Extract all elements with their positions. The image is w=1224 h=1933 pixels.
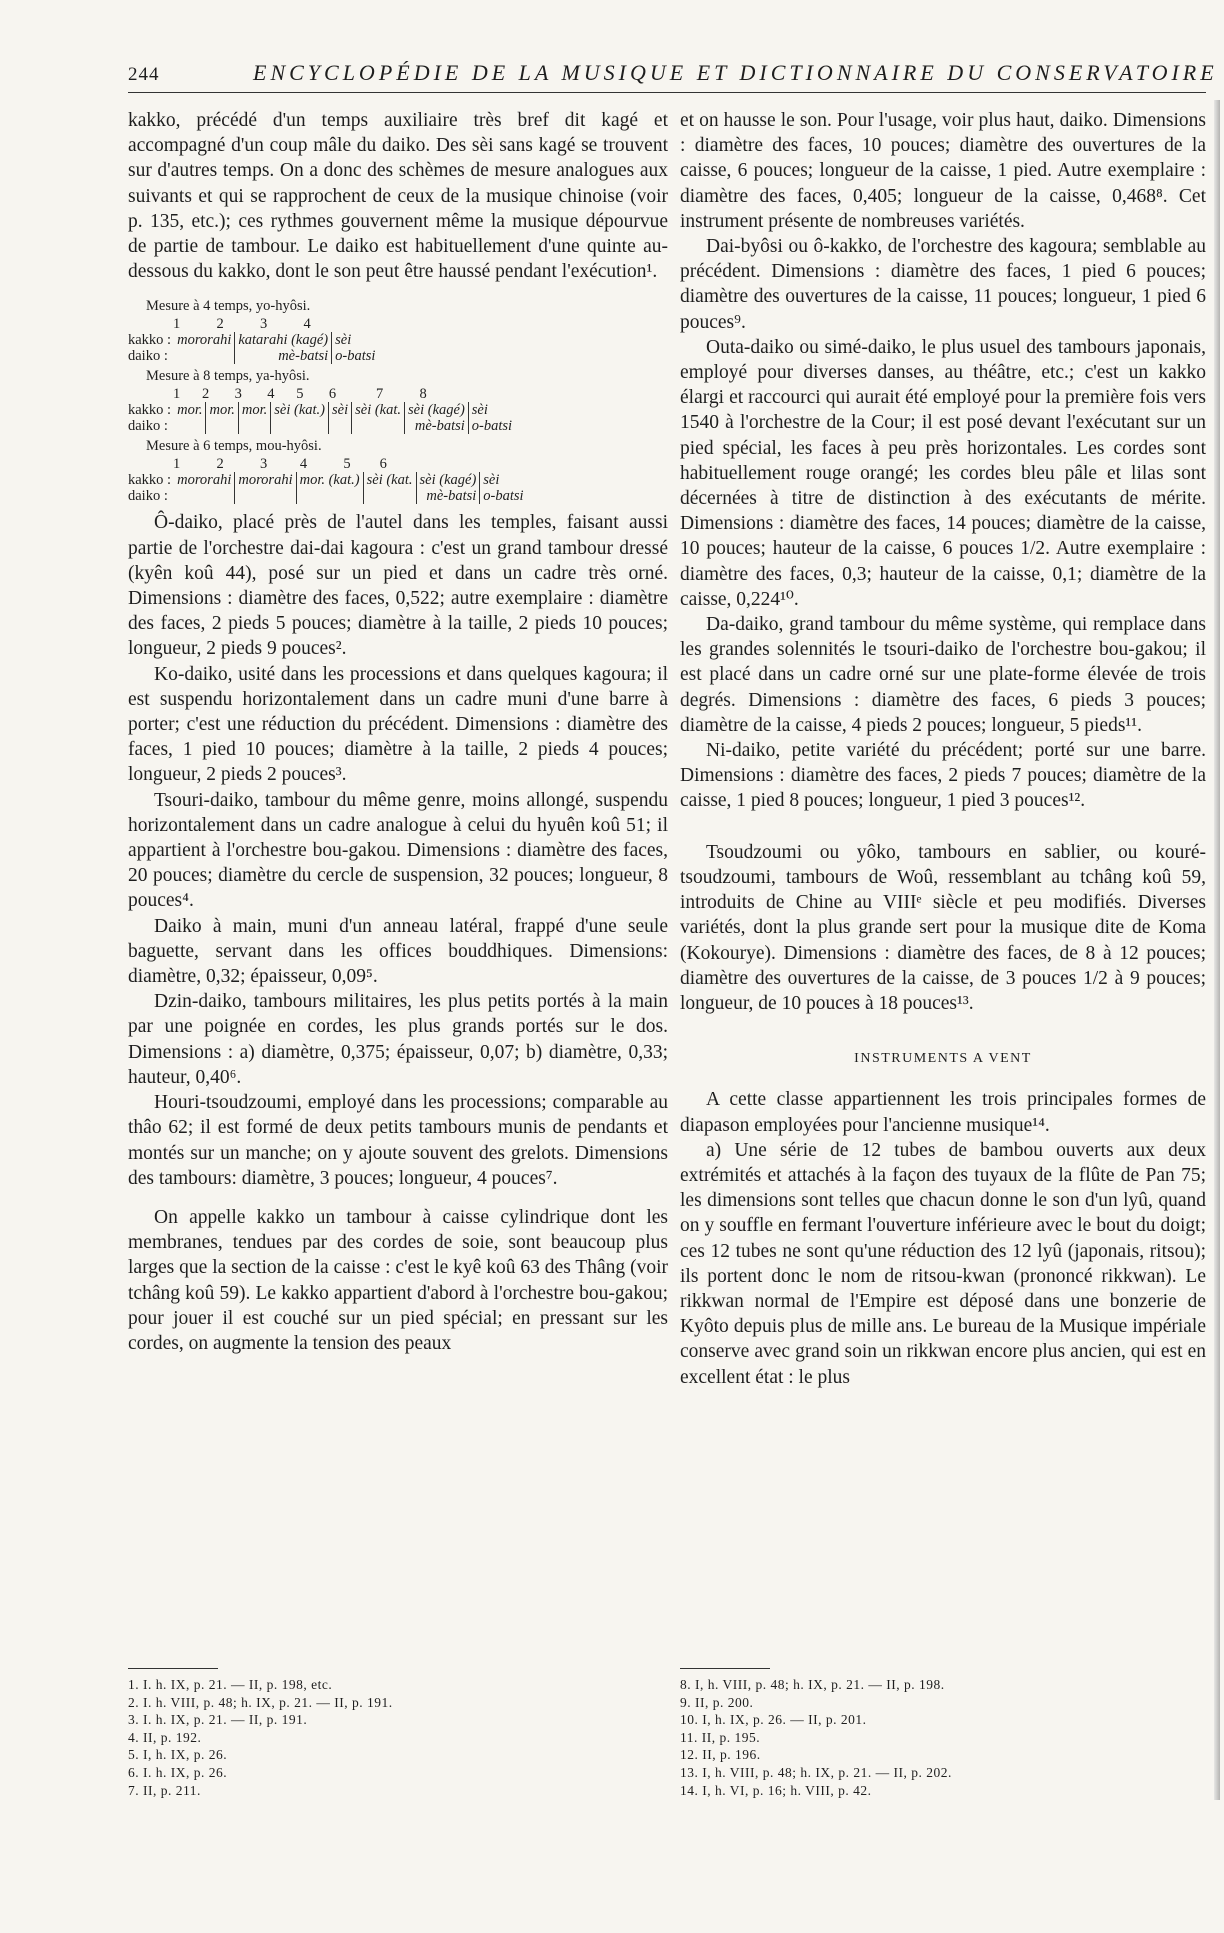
measure-scheme-4 — [128, 298, 668, 504]
rhythm-cell: sèi (kagé) — [416, 472, 480, 488]
rhythm-cell — [235, 488, 296, 504]
rhythm-cell — [363, 488, 416, 504]
rhythm-cell: mororahi — [177, 332, 232, 349]
paragraph: Tsouri-daiko, tambour du même genre, moins allongé, suspendu horizontalement dans un cadre analogue à celui du hyuên koû 51; il appartient à l'orchestre bou-gakou. Dimensions : diamètre des faces, 20 pouces; diamètre du cercle de suspension, 32 pouces; longueur, 8 pouces⁴. — [128, 789, 668, 912]
rhythm-cell: sèi — [468, 402, 515, 418]
running-title: ENCYCLOPÉDIE DE LA MUSIQUE ET DICTIONNAIRE DU CONSERVATOIRE — [253, 60, 1218, 85]
footnote: 10. I, h. IX, p. 26. — II, p. 201. — [680, 1712, 867, 1728]
rhythm-cell: sèi (kagé) — [405, 402, 469, 418]
daiko-label: daiko : — [128, 348, 168, 365]
kakko-label: kakko : — [128, 332, 172, 349]
rhythm-cell — [271, 418, 329, 434]
beat-numbers: 1 2 3 4 — [173, 316, 311, 333]
paragraph: a) Une série de 12 tubes de bambou ouverts aux deux extrémités et attachés à la façon des tuyaux de la flûte de Pan 75; les dimensions sont telles que chacun donne le son d'un lyû, quand on y souffle en fermant l'ouverture inférieure avec le bout du doigt; ces 12 tubes ne sont qu'une réduction des 12 lyû (japonais, ritsou); ils portent donc le nom de ritsou-kwan (prononcé rikkwan). Le rikkwan normal de l'Empire est déposé dans une bonzerie de Kyôto depuis plus de mille ans. Le bureau de la Musique impériale conserve avec grand soin un rikkwan encore plus ancien, qui est en excellent état : le plus — [680, 1139, 1206, 1388]
paragraph: Ko-daiko, usité dans les processions et dans quelques kagoura; il est suspendu horizontalement dans un cadre muni d'une barre à porter; c'est une réduction du précédent. Dimensions : diamètre des faces, 1 pied 10 pouces; diamètre à la taille, 2 pieds 4 pouces; longueur, 2 pieds 2 pouces³. — [128, 663, 668, 786]
daiko-row — [128, 348, 378, 364]
measure-title: Mesure à 4 temps, yo-hyôsi. — [146, 298, 311, 315]
rhythm-table — [128, 332, 378, 364]
paragraph: Tsoudzoumi ou yôko, tambours en sablier, ou kouré-tsoudzoumi, tambours de Woû, ressemblant au tchâng koû 59, introduits de Chine au VIIIᵉ siècle et peu modifiés. Diverses variétés, dont la plus grande sert pour la musique dite de Koma (Kokourye). Dimensions : diamètre des faces, de 8 à 12 pouces; diamètre des ouvertures de la caisse, de 3 pouces 1/2 à 9 pouces; longueur, de 10 pouces à 18 pouces¹³. — [680, 841, 1206, 1014]
rhythm-cell: o-batsi — [332, 348, 379, 364]
footnote: 7. II, p. 211. — [128, 1782, 201, 1798]
rhythm-cell: sèi — [480, 472, 527, 488]
footnote: 6. I. h. IX, p. 26. — [128, 1764, 228, 1780]
rhythm-cell — [174, 488, 235, 504]
daiko-row — [128, 418, 515, 434]
rhythm-cell: mor. (kat.) — [296, 472, 363, 488]
paragraph: et on hausse le son. Pour l'usage, voir plus haut, daiko. Dimensions : diamètre des faces, 10 pouces; diamètre des ouvertures de la caisse, 6 pouces; longueur de la caisse, 1 pied. Autre exemplaire : diamètre des faces, 0,405; longueur de la caisse, 0,468⁸. Cet instrument présente de nombreuses variétés. — [680, 110, 1206, 232]
header-rule — [128, 92, 1206, 93]
kakko-row — [128, 402, 515, 418]
paragraph: Dzin-daiko, tambours militaires, les plus petits portés à la main par une poignée en cordes, les plus grands portés sur le dos. Dimensions : a) diamètre, 0,375; épaisseur, 0,07; b) diamètre, 0,33; hauteur, 0,40⁶. — [128, 991, 668, 1088]
daiko-label: daiko : — [128, 418, 168, 435]
paragraph: Houri-tsoudzoumi, employé dans les processions; comparable au thâo 62; il est formé de deux petits tambours munis de pendants et montés sur un manche; on y ajoute souvent des grelots. Dimensions des tambours: diamètre, 3 pouces; longueur, 4 pouces⁷. — [128, 1092, 668, 1189]
rhythm-cell — [174, 348, 235, 364]
rhythm-cell — [329, 418, 352, 434]
footnotes-right — [680, 1676, 1100, 1799]
rhythm-cell — [174, 418, 206, 434]
rhythm-cell — [296, 488, 363, 504]
rhythm-cell: sèi (kat.) — [271, 402, 329, 418]
paragraph: Ô-daiko, placé près de l'autel dans les temples, faisant aussi partie de l'orchestre dai-dai kagoura : c'est un grand tambour dressé (kyên koû 44), posé sur un pied et dans un cadre très orné. Dimensions : diamètre des faces, 0,522; autre exemplaire : diamètre des faces, 2 pieds 5 pouces; diamètre à la taille, 2 pieds 10 pouces; longueur, 2 pieds 9 pouces². — [128, 512, 668, 660]
footnote-rule — [680, 1668, 770, 1669]
footnote: 4. II, p. 192. — [128, 1729, 202, 1745]
footnote: 14. I, h. VI, p. 16; h. VIII, p. 42. — [680, 1782, 872, 1798]
page-edge-shadow — [1214, 100, 1220, 1800]
rhythm-cell: o-batsi — [480, 488, 527, 504]
footnote: 2. I. h. VIII, p. 48; h. IX, p. 21. — II, p. 191. — [128, 1694, 393, 1710]
rhythm-cell: o-batsi — [468, 418, 515, 434]
measure-title: Mesure à 6 temps, mou-hyôsi. — [146, 438, 322, 455]
footnote: 9. II, p. 200. — [680, 1694, 754, 1710]
paragraph: Dai-byôsi ou ô-kakko, de l'orchestre des kagoura; semblable au précédent. Dimensions : diamètre des faces, 1 pied 6 pouces; diamètre des ouvertures de la caisse, 11 pouces; longueur, 1 pied 6 pouces⁹. — [680, 236, 1206, 333]
footnotes-left — [128, 1676, 548, 1799]
page-header — [128, 60, 1218, 94]
rhythm-cell: mè-batsi — [416, 488, 480, 504]
kakko-label: kakko : — [128, 472, 172, 489]
footnote: 8. I, h. VIII, p. 48; h. IX, p. 21. — II, p. 198. — [680, 1677, 945, 1692]
footnote: 1. I. h. IX, p. 21. — II, p. 198, etc. — [128, 1677, 333, 1692]
paragraph: kakko, précédé d'un temps auxiliaire très bref dit kagé et accompagné d'un coup mâle du daiko. Des sèi sans kagé se trouvent sur d'autres temps. On a donc des schèmes de mesure analogues aux suivants et qui se rapprochent de ceux de la musique chinoise (voir p. 135, etc.); ces rythmes gouvernent même la musique dépourvue de partie de tambour. Le daiko est habituellement d'une quinte au-dessous du kakko, dont le son peut être haussé pendant l'exécution¹. — [128, 110, 668, 283]
daiko-row — [128, 488, 527, 504]
footnote: 12. II, p. 196. — [680, 1747, 761, 1763]
rhythm-cell: sèi — [329, 402, 352, 418]
rhythm-cell: sèi (kat. — [352, 402, 405, 418]
rhythm-cell: katarahi (kagé) — [235, 332, 332, 348]
left-column — [128, 108, 668, 1356]
measure-title: Mesure à 8 temps, ya-hyôsi. — [146, 368, 310, 385]
rhythm-cell: mor. — [206, 402, 238, 418]
rhythm-cell: mè-batsi — [235, 348, 332, 364]
section-heading: INSTRUMENTS A VENT — [854, 1051, 1032, 1067]
footnote: 13. I, h. VIII, p. 48; h. IX, p. 21. — II, p. 202. — [680, 1764, 952, 1780]
daiko-label: daiko : — [128, 488, 168, 505]
rhythm-cell: sèi — [332, 332, 379, 348]
rhythm-cell: mororahi — [235, 472, 296, 488]
page-number: 244 — [128, 64, 160, 85]
footnote-rule — [128, 1668, 218, 1669]
rhythm-table — [128, 402, 515, 434]
beat-numbers: 1 2 3 4 5 6 7 8 — [173, 386, 427, 403]
rhythm-cell — [206, 418, 238, 434]
paragraph: Ni-daiko, petite variété du précédent; porté sur une barre. Dimensions : diamètre des faces, 2 pieds 7 pouces; diamètre de la caisse, 1 pied 8 pouces; longueur, 1 pied 3 pouces¹². — [680, 740, 1206, 812]
right-column — [680, 108, 1206, 1390]
rhythm-cell: mororahi — [177, 472, 232, 489]
paragraph: On appelle kakko un tambour à caisse cylindrique dont les membranes, tendues par des cordes de soie, sont beaucoup plus larges que la section de la caisse : c'est le kyê koû 63 des Thâng (voir tchâng koû 59). Le kakko appartient d'abord à l'orchestre bou-gakou; pour jouer il est couché sur un pied spécial; en pressant sur les cordes, on augmente la tension des peaux — [128, 1206, 668, 1354]
paragraph: Da-daiko, grand tambour du même système, qui remplace dans les grandes solennités le tsouri-daiko de l'orchestre bou-gakou; il est placé dans un cadre orné sur une plate-forme élevée de trois degrés. Dimensions : diamètre des faces, 6 pieds 3 pouces; diamètre de la caisse, 4 pieds 2 pouces; longueur, 5 pieds¹¹. — [680, 614, 1206, 736]
kakko-label: kakko : — [128, 402, 172, 419]
beat-numbers: 1 2 3 4 5 6 — [173, 456, 387, 473]
footnote: 5. I, h. IX, p. 26. — [128, 1747, 228, 1763]
paragraph: A cette classe appartiennent les trois principales formes de diapason employées pour l'ancienne musique¹⁴. — [680, 1089, 1206, 1136]
kakko-row — [128, 332, 378, 348]
rhythm-cell: mè-batsi — [405, 418, 469, 434]
rhythm-cell: mor. — [238, 402, 270, 418]
footnote: 11. II, p. 195. — [680, 1729, 761, 1745]
rhythm-cell: mor. — [177, 402, 203, 419]
paragraph: Daiko à main, muni d'un anneau latéral, frappé d'une seule baguette, servant dans les offices bouddhiques. Dimensions: diamètre, 0,32; épaisseur, 0,09⁵. — [128, 915, 668, 988]
rhythm-cell — [352, 418, 405, 434]
rhythm-cell — [238, 418, 270, 434]
kakko-row — [128, 472, 527, 488]
rhythm-cell: sèi (kat. — [363, 472, 416, 488]
rhythm-table — [128, 472, 527, 504]
paragraph: Outa-daiko ou simé-daiko, le plus usuel des tambours japonais, employé pour diverses danses, au théâtre, etc.; c'est un kakko élargi et raccourci qui aurait été employé pour la première fois vers 1540 à l'orchestre de la Cour; il est posé devant l'exécutant sur un pied spécial, les faces à peu près horizontales. Les cordes sont habituellement rouge orangé; les cordes bleu pâle et lilas sont décernées à titre de distinction à des exécutants de mérite. Dimensions : diamètre des faces, 14 pouces; diamètre de la caisse, 10 pouces; hauteur de la caisse, 6 pouces 1/2. Autre exemplaire : diamètre des faces, 0,3; hauteur de la caisse, 0,1; diamètre de la caisse, 0,224¹⁰. — [680, 336, 1206, 610]
footnote: 3. I. h. IX, p. 21. — II, p. 191. — [128, 1712, 308, 1728]
